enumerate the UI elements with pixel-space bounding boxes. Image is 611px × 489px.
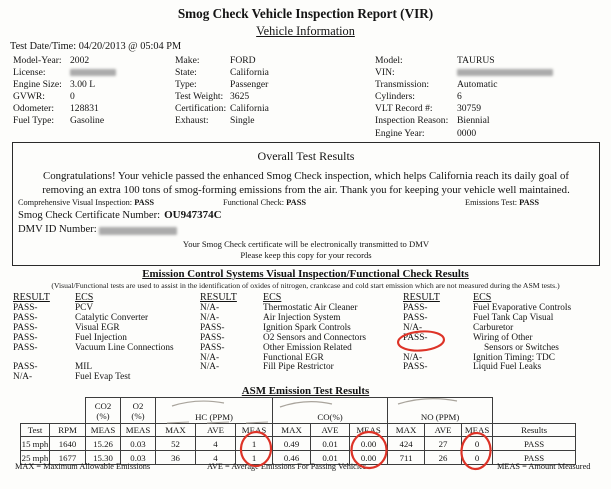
vehicle-field-cylinders [375, 91, 553, 103]
ecs-result: N/A- [403, 352, 423, 363]
asm-col-header: Test [21, 424, 50, 437]
field-value: 6 [457, 91, 462, 103]
asm-col-header: MEAS [462, 424, 493, 437]
field-label: Fuel Type: [13, 115, 54, 127]
asm-cell: 0.01 [311, 437, 350, 451]
ecs-result: PASS- [403, 362, 428, 373]
overall-results-title: Overall Test Results [257, 149, 355, 163]
asm-col-header: AVE [311, 424, 350, 437]
asm-result-cell: PASS [493, 437, 576, 451]
ecs-result: N/A- [200, 303, 220, 313]
ecs-item: Liquid Fuel Leaks [473, 362, 542, 373]
vehicle-field-vin [375, 67, 553, 79]
ecs-result: PASS- [13, 322, 38, 333]
asm-cell: 15 mph [21, 438, 49, 449]
asm-col-header: MAX [273, 424, 311, 437]
ecs-results-table [13, 292, 599, 383]
vehicle-field-model [375, 55, 553, 67]
ecs-item-continuation: Sensors or Switches [484, 342, 559, 353]
asm-cell: 0.01 [311, 451, 350, 465]
ecs-item: Thermostatic Air Cleaner [263, 303, 358, 313]
ecs-item: Vacuum Line Connections [75, 342, 174, 353]
field-label: Type: [175, 79, 197, 91]
vehicle-info-column-2 [175, 55, 269, 128]
asm-group-hc: HC (PPM) [156, 398, 273, 424]
certificate-number: OU947374C [164, 209, 222, 221]
asm-cell-circled: 0 [462, 451, 493, 465]
field-value: 3625 [230, 91, 250, 103]
ecs-item: MIL [75, 362, 93, 373]
asm-data-row-15mph [21, 437, 576, 451]
visual-inspection-result [18, 198, 154, 207]
vehicle-info-column-1 [13, 55, 116, 128]
dmv-id-redacted-value [99, 227, 177, 235]
asm-group-header-row [21, 398, 576, 424]
message-line-1: Congratulations! Your vehicle passed the enhanced Smog Check inspection, which helps California reach its daily goal of [43, 170, 569, 182]
asm-col-header: MEAS [236, 424, 273, 437]
asm-col-header: MAX [388, 424, 425, 437]
ecs-item: Fuel Evap Test [75, 372, 131, 383]
field-value: Biennial [457, 115, 490, 127]
emissions-test-result [465, 198, 539, 207]
keep-copy-note: Please keep this copy for your records [240, 250, 372, 260]
field-label: Exhaust: [175, 115, 209, 127]
ecs-header-cell: RESULT [13, 292, 50, 303]
ecs-result [200, 373, 263, 383]
field-label: Engine Year: [375, 127, 425, 139]
ecs-item: Carburetor [473, 322, 514, 333]
asm-cell: 1640 [50, 437, 86, 451]
ecs-item [263, 373, 403, 383]
field-value: Passenger [230, 79, 269, 91]
ecs-item: Air Injection System [263, 312, 341, 323]
ecs-result: N/A- [200, 362, 220, 373]
field-value: California [230, 67, 269, 79]
vin-redacted-value [457, 69, 553, 76]
ecs-row [13, 373, 599, 383]
ecs-item: Ignition Spark Controls [263, 322, 351, 333]
vehicle-field-inspection-reason [375, 115, 553, 127]
ecs-item: Fuel Evaporative Controls [473, 303, 572, 313]
asm-col-header: AVE [425, 424, 462, 437]
asm-group-o2: O2 (%) [121, 398, 156, 424]
ecs-result: PASS- [200, 342, 225, 353]
asm-col-header: Results [493, 424, 576, 437]
field-value: Gasoline [70, 115, 105, 127]
vehicle-field-state [175, 67, 269, 79]
ecs-result-circled: PASS- [403, 332, 428, 343]
check-result: PASS [286, 198, 307, 207]
asm-cell: 0.03 [121, 451, 156, 465]
asm-cell: 4 [196, 451, 236, 465]
ecs-result: N/A- [13, 372, 33, 383]
ecs-result: PASS- [200, 322, 225, 333]
legend-max: MAX = Maximum Allowable Emissions [15, 462, 151, 471]
ecs-result: PASS- [13, 303, 38, 313]
field-label: VLT Record #: [375, 103, 433, 115]
functional-check-result [223, 198, 306, 207]
ecs-result: N/A- [200, 352, 220, 363]
asm-cell: 4 [196, 437, 236, 451]
asm-cell-circled: 1 [236, 437, 273, 451]
check-label: Functional Check: [223, 198, 285, 207]
ecs-item: O2 Sensors and Connectors [263, 332, 367, 343]
field-label: GVWR: [13, 91, 45, 103]
ecs-item [473, 373, 599, 383]
asm-col-header: RPM [50, 424, 86, 437]
asm-group-co: CO(%) [273, 398, 388, 424]
ecs-item [75, 354, 200, 364]
field-label: Transmission: [375, 79, 430, 91]
ecs-item: Visual EGR [75, 322, 120, 333]
field-value: Single [230, 115, 255, 127]
ecs-header-cell: RESULT [200, 292, 237, 303]
page-subtitle: Vehicle Information [256, 24, 355, 38]
ecs-header-cell: RESULT [403, 292, 440, 303]
vehicle-info-column-3 [375, 55, 553, 140]
page-title: Smog Check Vehicle Inspection Report (VIR) [177, 6, 434, 21]
asm-cell-circled: 1 [236, 451, 273, 465]
asm-cell: 711 [388, 451, 425, 465]
congratulations-message [13, 170, 599, 198]
ecs-item: Catalytic Converter [75, 312, 149, 323]
ecs-result: N/A- [403, 322, 423, 333]
asm-cell-circled: 0.00 [350, 437, 388, 451]
asm-col-header: MAX [156, 424, 196, 437]
asm-results-table [20, 397, 576, 465]
ecs-section-subtitle: (Visual/Functional tests are used to assist in the identification of oxides of nitrogen, crankcase and cold start emission which are not measured during the ASM tests.) [51, 281, 560, 290]
asm-group-no: NO (PPM) [388, 398, 493, 424]
vehicle-field-test-weight [175, 91, 269, 103]
field-value: California [230, 103, 269, 115]
vehicle-field-transmission [375, 79, 553, 91]
asm-section-title: ASM Emission Test Results [241, 385, 370, 397]
vehicle-field-license [13, 67, 116, 79]
field-label: State: [175, 67, 197, 79]
field-value: 30759 [457, 103, 481, 115]
vehicle-field-vlt-record [375, 103, 553, 115]
asm-cell: 52 [156, 437, 196, 451]
ecs-result: PASS- [200, 332, 225, 343]
asm-cell: 15.26 [86, 437, 121, 451]
field-label: VIN: [375, 67, 395, 79]
ecs-header-cell: ECS [263, 292, 282, 303]
asm-result-cell: PASS [493, 451, 576, 465]
test-datetime-value: 04/20/2013 @ 05:04 PM [78, 41, 182, 52]
ecs-item: Fuel Tank Cap Visual [473, 312, 554, 323]
field-value: 128831 [70, 103, 99, 115]
asm-cell: 26 [425, 451, 462, 465]
ecs-header-cell: ECS [75, 292, 94, 303]
ecs-result: PASS- [403, 312, 428, 323]
ecs-item: Fuel Injection [75, 332, 127, 343]
asm-col-header: MEAS [86, 424, 121, 437]
message-line-2: removing an extra 100 tons of smog-forming emissions from the air. Thank you for keeping your vehicle well maintained. [42, 183, 570, 196]
ecs-item: PCV [75, 303, 94, 313]
field-label: Odometer: [13, 103, 55, 115]
asm-cell: 15.30 [86, 451, 121, 465]
vehicle-field-engine-size [13, 79, 116, 91]
asm-col-header: AVE [196, 424, 236, 437]
field-label: Make: [175, 55, 200, 66]
ecs-header-cell: ECS [473, 292, 492, 303]
ecs-result: PASS- [13, 342, 38, 353]
certificate-label: Smog Check Certificate Number: [18, 210, 161, 221]
asm-group-co2: CO2 (%) [86, 398, 121, 424]
check-result: PASS [134, 198, 155, 207]
field-value: TAURUS [457, 55, 495, 66]
field-value: Automatic [457, 79, 498, 91]
vehicle-field-fuel-type [13, 115, 116, 127]
ecs-result: PASS- [13, 332, 38, 343]
asm-col-header: MEAS [121, 424, 156, 437]
asm-column-header-row [21, 424, 576, 437]
legend-meas: MEAS = Amount Measured [497, 462, 591, 471]
transmit-note: Your Smog Check certificate will be electronically transmitted to DMV [182, 239, 430, 249]
asm-empty-corner [21, 398, 86, 424]
asm-cell-circled: 0.00 [350, 451, 388, 465]
field-value: 3.00 L [70, 79, 96, 91]
asm-col-header: MEAS [350, 424, 388, 437]
field-value: 0 [70, 91, 75, 103]
dmv-id-label: DMV ID Number: [18, 224, 97, 235]
field-label: Model-Year: [13, 55, 62, 66]
asm-cell-circled: 0 [462, 437, 493, 451]
asm-cell: 0.03 [121, 437, 156, 451]
asm-cell: 424 [388, 437, 425, 451]
ecs-result: PASS- [13, 312, 38, 323]
ecs-section-title: Emission Control Systems Visual Inspection/Functional Check Results [142, 268, 469, 280]
ecs-result [403, 373, 473, 383]
check-label: Emissions Test: [465, 198, 518, 207]
ecs-item: Wiring of Other [473, 332, 533, 343]
vehicle-field-type [175, 79, 269, 91]
asm-cell: 36 [156, 451, 196, 465]
ecs-result: PASS- [13, 362, 38, 373]
field-value: FORD [230, 55, 256, 66]
vehicle-field-certification [175, 103, 269, 115]
vehicle-field-gvwr [13, 91, 116, 103]
field-label: License: [13, 67, 46, 79]
field-value: 0000 [457, 127, 477, 139]
field-label: Certification: [175, 103, 227, 115]
license-redacted-value [70, 69, 116, 76]
field-label: Inspection Reason: [375, 115, 449, 127]
ecs-item: Functional EGR [263, 352, 324, 363]
asm-cell: 0.49 [273, 437, 311, 451]
field-value: 2002 [70, 55, 90, 66]
ecs-result: N/A- [200, 312, 220, 323]
asm-cell: 25 mph [21, 452, 49, 463]
vehicle-field-make [175, 55, 269, 67]
ecs-item: Other Emission Related [263, 342, 352, 353]
asm-cell: 27 [425, 437, 462, 451]
field-label: Test Weight: [175, 91, 224, 103]
vehicle-field-exhaust [175, 115, 269, 127]
test-datetime [10, 41, 181, 52]
vehicle-field-engine-year [375, 128, 553, 140]
certificate-number-line [18, 209, 222, 221]
asm-empty-corner [493, 398, 576, 424]
dmv-id-line [18, 224, 177, 235]
field-label: Cylinders: [375, 91, 415, 103]
asm-cell: 0.46 [273, 451, 311, 465]
asm-cell: 1677 [50, 451, 86, 465]
check-result: PASS [519, 198, 539, 207]
ecs-item: Fill Pipe Restrictor [263, 362, 334, 373]
field-label: Engine Size: [13, 79, 62, 91]
vehicle-field-odometer [13, 103, 116, 115]
ecs-result: PASS- [403, 303, 428, 313]
vehicle-field-model-year [13, 55, 116, 67]
check-label: Comprehensive Visual Inspection: [18, 198, 133, 207]
test-datetime-label: Test Date/Time: [10, 41, 77, 52]
field-label: Model: [375, 55, 403, 66]
ecs-item: Ignition Timing: TDC [473, 352, 555, 363]
legend-ave: AVE = Average Emissions For Passing Vehicles [207, 462, 367, 471]
overall-results-box [12, 142, 600, 266]
